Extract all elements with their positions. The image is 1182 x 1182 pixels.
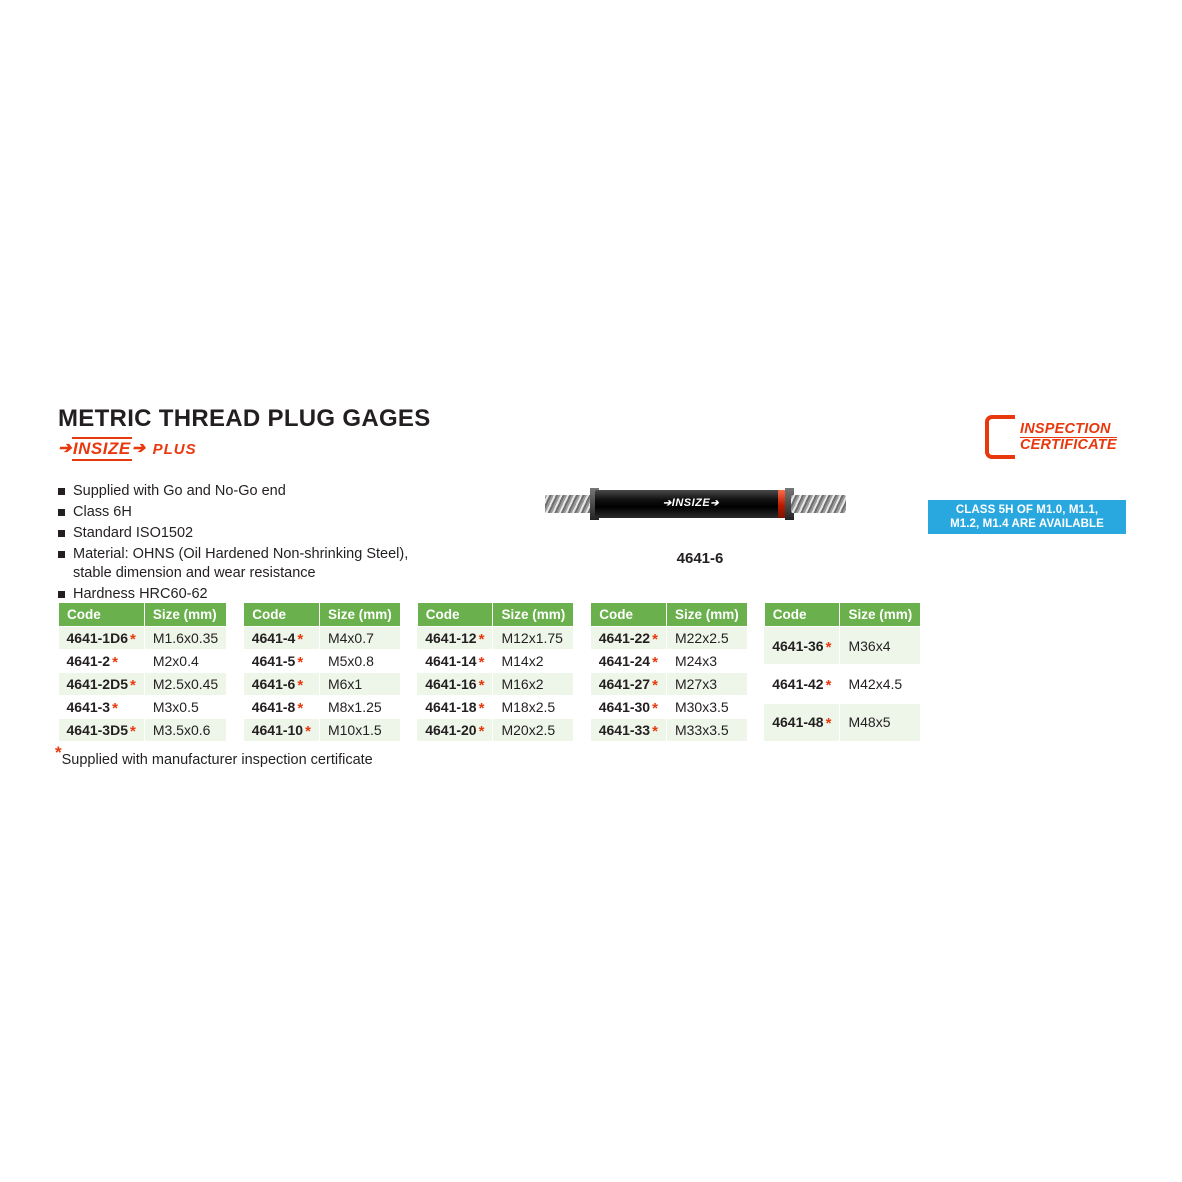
cell-code: 4641-14 * bbox=[417, 650, 493, 673]
page-title: METRIC THREAD PLUG GAGES bbox=[58, 405, 431, 432]
cell-code: 4641-20 * bbox=[417, 719, 493, 742]
cell-code: 4641-1D6 * bbox=[59, 627, 145, 650]
bullet-icon bbox=[58, 530, 65, 537]
table-row bbox=[244, 673, 401, 696]
certificate-text bbox=[1020, 422, 1117, 453]
asterisk-icon: * bbox=[652, 677, 658, 694]
feature-material-line1: Material: OHNS (Oil Hardened Non-shrinking Steel), bbox=[73, 546, 409, 562]
asterisk-icon: * bbox=[478, 700, 485, 717]
table-row bbox=[59, 650, 227, 673]
cell-code: 4641-6 * bbox=[244, 673, 320, 696]
table-row bbox=[591, 650, 748, 673]
footnote-text: Supplied with manufacturer inspection certificate bbox=[61, 752, 373, 768]
column-header-size: Size (mm) bbox=[144, 603, 226, 627]
feature-list bbox=[58, 482, 578, 606]
cell-code: 4641-5 * bbox=[244, 650, 320, 673]
footnote bbox=[55, 743, 373, 768]
gage-logo-text: INSIZE bbox=[671, 497, 711, 509]
column-header-code: Code bbox=[59, 603, 145, 627]
cell-code: 4641-22 * bbox=[591, 627, 667, 650]
table-row bbox=[764, 627, 921, 665]
cell-size: M20x2.5 bbox=[493, 719, 574, 742]
feature-text: Supplied with Go and No-Go end bbox=[73, 483, 286, 499]
table-row bbox=[591, 627, 748, 650]
table-row bbox=[244, 627, 401, 650]
table-header-row bbox=[417, 603, 574, 627]
arrow-right-icon: ➔ bbox=[710, 498, 720, 509]
column-header-size: Size (mm) bbox=[493, 603, 574, 627]
gage-table-1 bbox=[58, 602, 227, 742]
cell-code: 4641-18 * bbox=[417, 696, 493, 719]
table-row bbox=[417, 673, 574, 696]
column-header-code: Code bbox=[591, 603, 667, 627]
table-header-row bbox=[244, 603, 401, 627]
cell-size: M14x2 bbox=[493, 650, 574, 673]
asterisk-icon: * bbox=[652, 700, 658, 717]
gage-table-4 bbox=[590, 602, 748, 742]
bullet-icon bbox=[58, 591, 65, 598]
table-row bbox=[417, 627, 574, 650]
thread-nogo-end bbox=[791, 495, 846, 513]
asterisk-icon: * bbox=[825, 715, 832, 733]
arrow-right-icon: ➔ bbox=[131, 440, 146, 457]
cell-code: 4641-3 * bbox=[59, 696, 145, 719]
cell-size: M33x3.5 bbox=[666, 719, 747, 742]
column-header-size: Size (mm) bbox=[666, 603, 747, 627]
cell-size: M4x0.7 bbox=[319, 627, 400, 650]
bullet-icon bbox=[58, 509, 65, 516]
product-code-caption: 4641-6 bbox=[676, 550, 724, 567]
gage-brand-label bbox=[645, 497, 737, 509]
cell-code: 4641-33 * bbox=[591, 719, 667, 742]
cell-code: 4641-3D5 * bbox=[59, 719, 145, 742]
column-header-code: Code bbox=[764, 603, 840, 627]
arrow-left-icon: ➔ bbox=[58, 440, 72, 457]
table-row bbox=[417, 696, 574, 719]
gage-table-3 bbox=[417, 602, 575, 742]
cell-code: 4641-27 * bbox=[591, 673, 667, 696]
cell-size: M2x0.4 bbox=[144, 650, 226, 673]
cell-size: M24x3 bbox=[666, 650, 747, 673]
cell-code: 4641-48 * bbox=[764, 703, 840, 741]
cell-size: M48x5 bbox=[840, 703, 921, 741]
feature-text: Class 6H bbox=[73, 504, 132, 520]
cell-size: M3x0.5 bbox=[144, 696, 226, 719]
cell-size: M3.5x0.6 bbox=[144, 719, 226, 742]
table-row bbox=[59, 673, 227, 696]
cell-size: M30x3.5 bbox=[666, 696, 747, 719]
table-header-row bbox=[764, 603, 921, 627]
cell-code: 4641-2 * bbox=[59, 650, 145, 673]
list-item bbox=[58, 524, 578, 543]
table-row bbox=[244, 696, 401, 719]
cell-code: 4641-2D5 * bbox=[59, 673, 145, 696]
brand-name: INSIZE bbox=[72, 437, 132, 461]
bullet-icon bbox=[58, 488, 65, 495]
asterisk-icon: * bbox=[297, 631, 304, 648]
asterisk-icon: * bbox=[55, 743, 62, 763]
arrow-left-icon: ➔ bbox=[662, 498, 672, 509]
asterisk-icon: * bbox=[478, 654, 485, 671]
inspection-certificate-badge bbox=[985, 415, 1135, 459]
brand-suffix: PLUS bbox=[152, 440, 197, 458]
cell-code: 4641-36 * bbox=[764, 627, 840, 665]
feature-text: Standard ISO1502 bbox=[73, 525, 194, 541]
gage-tables bbox=[58, 602, 921, 742]
cell-code: 4641-8 * bbox=[244, 696, 320, 719]
asterisk-icon: * bbox=[130, 677, 136, 694]
cell-code: 4641-24 * bbox=[591, 650, 667, 673]
bullet-icon bbox=[58, 551, 65, 558]
certificate-line2: CERTIFICATE bbox=[1020, 436, 1117, 453]
asterisk-icon: * bbox=[130, 723, 136, 740]
column-header-code: Code bbox=[417, 603, 493, 627]
table-row bbox=[417, 650, 574, 673]
cell-size: M16x2 bbox=[493, 673, 574, 696]
cell-size: M10x1.5 bbox=[319, 719, 400, 742]
table-row bbox=[244, 719, 401, 742]
cell-size: M2.5x0.45 bbox=[144, 673, 226, 696]
feature-text: Hardness HRC60-62 bbox=[73, 586, 208, 602]
cell-code: 4641-30 * bbox=[591, 696, 667, 719]
asterisk-icon: * bbox=[297, 654, 304, 671]
table-row bbox=[591, 673, 748, 696]
cell-code: 4641-10 * bbox=[244, 719, 320, 742]
asterisk-icon: * bbox=[825, 638, 832, 656]
cell-code: 4641-42 * bbox=[764, 665, 840, 703]
table-header-row bbox=[591, 603, 748, 627]
asterisk-icon: * bbox=[652, 723, 658, 740]
cell-size: M22x2.5 bbox=[666, 627, 747, 650]
asterisk-icon: * bbox=[297, 700, 304, 717]
asterisk-icon: * bbox=[297, 677, 304, 694]
asterisk-icon: * bbox=[305, 723, 311, 740]
table-row bbox=[764, 665, 921, 703]
list-item bbox=[58, 503, 578, 522]
asterisk-icon: * bbox=[112, 654, 118, 671]
cell-code: 4641-4 * bbox=[244, 627, 320, 650]
cell-size: M18x2.5 bbox=[493, 696, 574, 719]
table-row bbox=[59, 627, 227, 650]
table-row bbox=[591, 696, 748, 719]
cell-size: M36x4 bbox=[840, 627, 921, 665]
table-header-row bbox=[59, 603, 227, 627]
table-row bbox=[59, 719, 227, 742]
cell-size: M12x1.75 bbox=[493, 627, 574, 650]
table-row bbox=[244, 650, 401, 673]
cell-size: M42x4.5 bbox=[840, 665, 921, 703]
cell-size: M5x0.8 bbox=[319, 650, 400, 673]
asterisk-icon: * bbox=[478, 723, 485, 740]
insize-plus-logo bbox=[58, 437, 197, 461]
cell-code: 4641-16 * bbox=[417, 673, 493, 696]
asterisk-icon: * bbox=[652, 631, 658, 648]
gage-table-2 bbox=[243, 602, 401, 742]
table-row bbox=[591, 719, 748, 742]
product-image bbox=[535, 470, 865, 540]
class-note-line2: M1.2, M1.4 ARE AVAILABLE bbox=[950, 518, 1104, 530]
cell-code: 4641-12 * bbox=[417, 627, 493, 650]
feature-text-material bbox=[73, 545, 578, 583]
cell-size: M27x3 bbox=[666, 673, 747, 696]
cell-size: M8x1.25 bbox=[319, 696, 400, 719]
table-row bbox=[764, 703, 921, 741]
asterisk-icon: * bbox=[478, 631, 485, 648]
asterisk-icon: * bbox=[652, 654, 658, 671]
table-row bbox=[59, 696, 227, 719]
insize-logo bbox=[58, 437, 146, 461]
table-row bbox=[417, 719, 574, 742]
certificate-line1: INSPECTION bbox=[1020, 422, 1117, 438]
feature-material-line2: stable dimension and wear resistance bbox=[73, 565, 316, 581]
column-header-code: Code bbox=[244, 603, 320, 627]
list-item bbox=[58, 545, 578, 583]
bracket-icon bbox=[985, 415, 1015, 459]
gage-table-5 bbox=[764, 602, 922, 742]
column-header-size: Size (mm) bbox=[319, 603, 400, 627]
column-header-size: Size (mm) bbox=[840, 603, 921, 627]
asterisk-icon: * bbox=[478, 677, 485, 694]
class-availability-note bbox=[928, 500, 1126, 534]
asterisk-icon: * bbox=[825, 676, 832, 694]
list-item bbox=[58, 482, 578, 501]
cell-size: M1.6x0.35 bbox=[144, 627, 226, 650]
asterisk-icon: * bbox=[112, 700, 118, 717]
asterisk-icon: * bbox=[130, 631, 136, 648]
cell-size: M6x1 bbox=[319, 673, 400, 696]
class-note-line1: CLASS 5H OF M1.0, M1.1, bbox=[955, 504, 1099, 516]
